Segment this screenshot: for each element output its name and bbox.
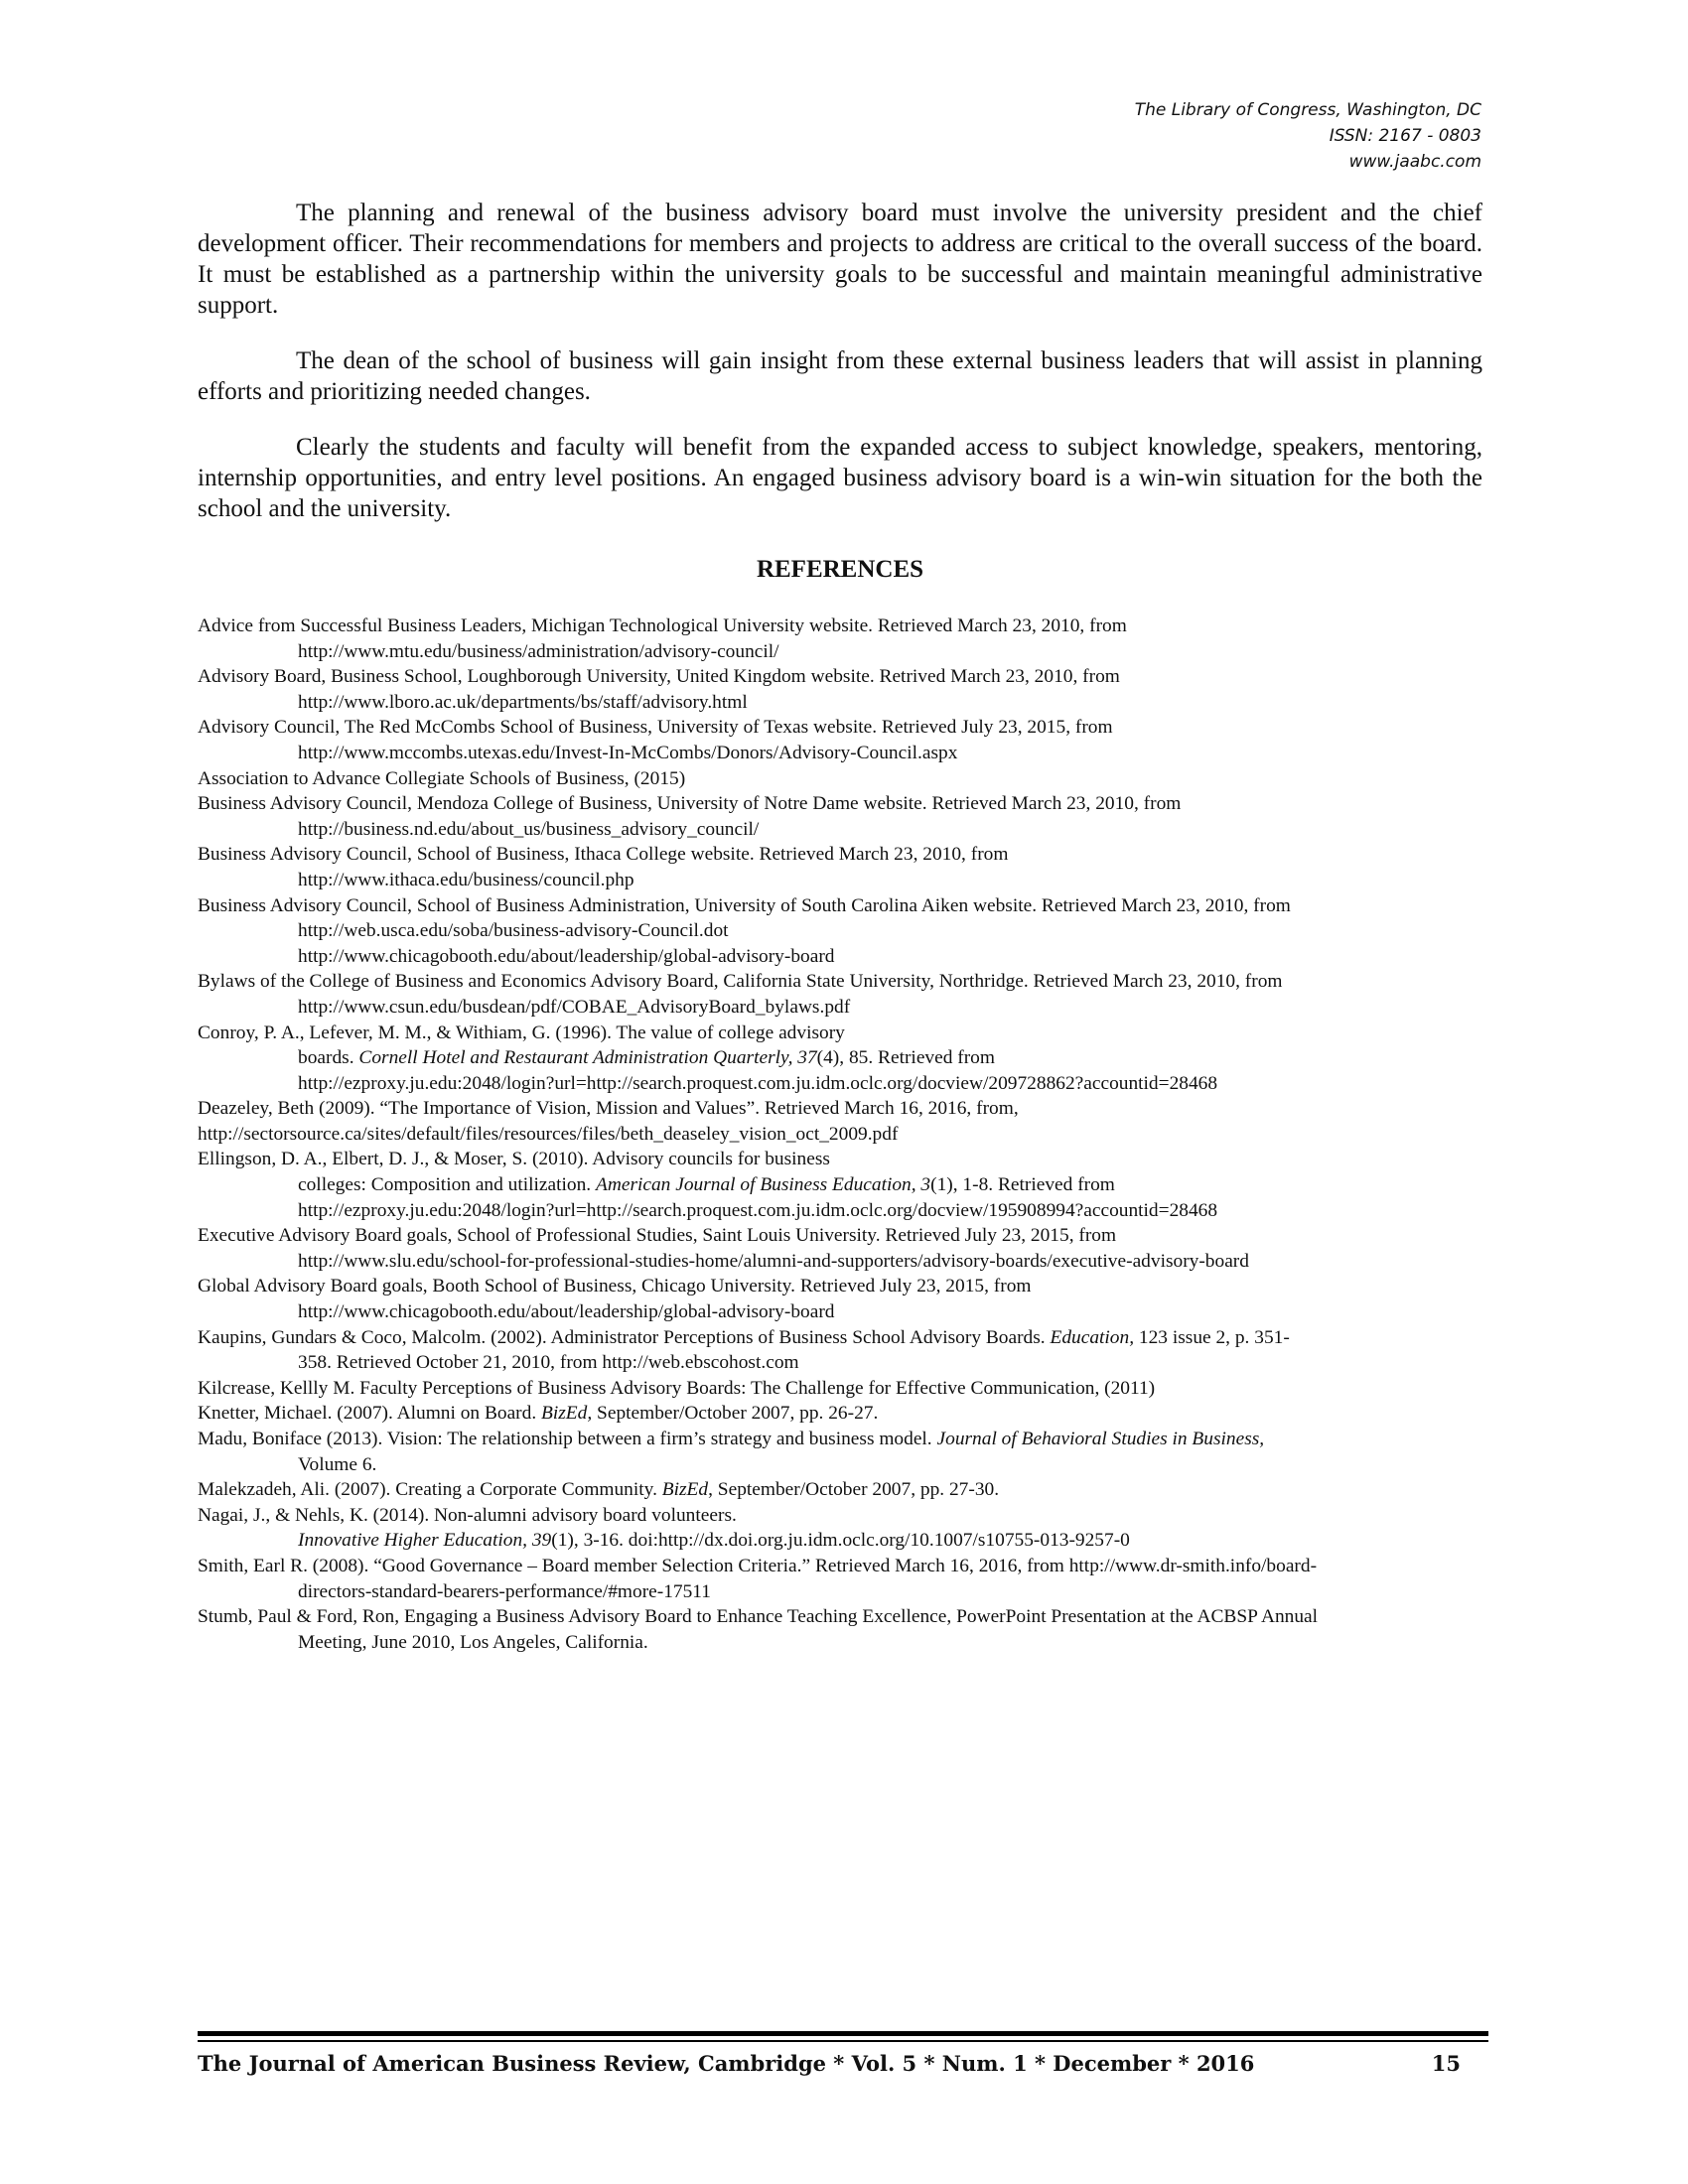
reference-item: Deazeley, Beth (2009). “The Importance of Vision, Mission and Values”. Retrieved March 16, 2016, from, http://sectorsource.ca/sites/default/files/resources/files/beth_deaseley_vision_oct_2009.pdf (198, 1096, 1488, 1147)
paragraph: The planning and renewal of the business advisory board must involve the university president and the chief development officer. Their recommendations for members and projects to address are critical to the overall success of the board. It must be established as a partnership within the university goals to be successful and maintain meaningful administrative support. (198, 200, 1482, 319)
reference-link[interactable]: http://web.usca.edu/soba/business-advisory-Council.dot (298, 920, 729, 942)
reference-link[interactable]: http://www.slu.edu/school-for-professional-studies-home/alumni-and-supporters/advisory-boards/executive-advisory-board (298, 1250, 1249, 1272)
reference-item: Conroy, P. A., Lefever, M. M., & Withiam, G. (1996). The value of college advisory boards. Cornell Hotel and Restaurant Administration Quarterly, 37(4), 85. Retrieved from http://ezproxy.ju.edu:2048/login?url=http://search.proquest.com.ju.idm.oclc.org/docview/209728862?accountid=28468 (198, 1021, 1488, 1097)
reference-link[interactable]: http://www.lboro.ac.uk/departments/bs/staff/advisory.html (298, 691, 748, 713)
reference-item: Malekzadeh, Ali. (2007). Creating a Corporate Community. BizEd, September/October 2007, pp. 27-30. (198, 1479, 1000, 1501)
reference-item: Madu, Boniface (2013). Vision: The relationship between a firm’s strategy and business model. Journal of Behavioral Studies in Business, Volume 6. (198, 1429, 1265, 1475)
journal-title: American Journal of Business Education, 3 (595, 1174, 931, 1196)
reference-item: Executive Advisory Board goals, School of Professional Studies, Saint Louis University. Retrieved July 23, 2015, from http://www.slu.edu/school-for-professional-studies-home/alumni-and-supporters/advisory-boards/executive-advisory-board (198, 1223, 1488, 1274)
reference-item: Business Advisory Council, School of Business Administration, University of South Carolina Aiken website. Retrieved March 23, 2010, from http://web.usca.edu/soba/business-advisory-Council.dot http://www.chicagobooth.edu/about/leadership/global-advisory-board (198, 893, 1488, 970)
reference-item: Business Advisory Council, Mendoza College of Business, University of Notre Dame website. Retrieved March 23, 2010, from http://business.nd.edu/about_us/business_advisory_council/ (198, 791, 1488, 842)
header-website: www.jaabc.com (1348, 152, 1481, 172)
references-list (198, 614, 1488, 1655)
journal-title: Innovative Higher Education, 39 (298, 1530, 552, 1552)
reference-link[interactable]: http://www.mccombs.utexas.edu/Invest-In-McCombs/Donors/Advisory-Council.aspx (298, 742, 958, 763)
reference-item: Kaupins, Gundars & Coco, Malcolm. (2002). Administrator Perceptions of Business School Advisory Boards. Education, 123 issue 2, p. 351- 358. Retrieved October 21, 2010, from http://web.ebscohost.com (198, 1326, 1290, 1374)
footer-rule-thick (198, 2031, 1488, 2036)
journal-title: BizEd (661, 1479, 709, 1501)
reference-item: Advice from Successful Business Leaders, Michigan Technological University website. Retrieved March 23, 2010, from http://www.mtu.edu/business/administration/advisory-council/ (198, 614, 1488, 664)
footer-rule-thin (198, 2040, 1488, 2042)
reference-link[interactable]: http://ezproxy.ju.edu:2048/login?url=http://search.proquest.com.ju.idm.oclc.org/docview/195908994?accountid=28468 (298, 1199, 1218, 1221)
reference-item: Advisory Council, The Red McCombs School of Business, University of Texas website. Retrieved July 23, 2015, from http://www.mccombs.utexas.edu/Invest-In-McCombs/Donors/Advisory-Council.aspx (198, 715, 1488, 765)
reference-link[interactable]: http://business.nd.edu/about_us/business_advisory_council/ (298, 818, 760, 840)
journal-title: Cornell Hotel and Restaurant Administration Quarterly, 37 (358, 1047, 817, 1069)
reference-link[interactable]: http://www.chicagobooth.edu/about/leadership/global-advisory-board (298, 945, 835, 967)
reference-item: Stumb, Paul & Ford, Ron, Engaging a Business Advisory Board to Enhance Teaching Excellence, PowerPoint Presentation at the ACBSP Annual Meeting, June 2010, Los Angeles, California. (198, 1606, 1319, 1653)
footer-journal-info: The Journal of American Business Review, Cambridge * Vol. 5 * Num. 1 * December * 2016 (198, 2051, 1255, 2076)
reference-link[interactable]: http://www.ithaca.edu/business/council.php (298, 869, 634, 890)
journal-header (886, 97, 1481, 175)
page-number: 15 (1431, 2051, 1461, 2076)
reference-item: Association to Advance Collegiate Schools of Business, (2015) (198, 767, 686, 789)
reference-item: Knetter, Michael. (2007). Alumni on Board. BizEd, September/October 2007, pp. 26-27. (198, 1403, 879, 1425)
reference-item: Smith, Earl R. (2008). “Good Governance – Board member Selection Criteria.” Retrieved March 16, 2016, from http://www.dr-smith.info/board- directors-standard-bearers-performance/#more-17511 (198, 1555, 1318, 1602)
reference-item: Ellingson, D. A., Elbert, D. J., & Moser, S. (2010). Advisory councils for business colleges: Composition and utilization. American Journal of Business Education, 3(1), 1-8. Retrieved from http://ezproxy.ju.edu:2048/login?url=http://search.proquest.com.ju.idm.oclc.org/docview/195908994?accountid=28468 (198, 1147, 1488, 1223)
journal-title: Journal of Behavioral Studies in Business, (936, 1429, 1265, 1449)
journal-title: Education, (1050, 1326, 1135, 1348)
paragraph: Clearly the students and faculty will benefit from the expanded access to subject knowledge, speakers, mentoring, internship opportunities, and entry level positions. An engaged business advisory board is a win-win situation for the both the school and the university. (198, 434, 1482, 522)
journal-title: BizEd, (541, 1403, 593, 1425)
reference-item: Kilcrease, Kellly M. Faculty Perceptions of Business Advisory Boards: The Challenge for Effective Communication, (2011) (198, 1377, 1156, 1399)
journal-footer (198, 2049, 1488, 2079)
reference-item: Nagai, J., & Nehls, K. (2014). Non-alumni advisory board volunteers. Innovative Higher Education, 39(1), 3-16. doi:http://dx.doi.org.ju.idm.oclc.org/10.1007/s10755-013-9257-0 (198, 1504, 1130, 1552)
reference-link[interactable]: http://www.csun.edu/busdean/pdf/COBAE_AdvisoryBoard_bylaws.pdf (298, 996, 851, 1018)
reference-link[interactable]: http://ezproxy.ju.edu:2048/login?url=http://search.proquest.com.ju.idm.oclc.org/docview/209728862?accountid=28468 (298, 1072, 1218, 1094)
reference-item: Advisory Board, Business School, Loughborough University, United Kingdom website. Retrived March 23, 2010, from http://www.lboro.ac.uk/departments/bs/staff/advisory.html (198, 664, 1488, 715)
header-library: The Library of Congress, Washington, DC (1134, 100, 1481, 120)
references-heading: REFERENCES (756, 556, 924, 583)
reference-link[interactable]: http://sectorsource.ca/sites/default/files/resources/files/beth_deaseley_vision_oct_2009.pdf (198, 1123, 899, 1145)
paragraph: The dean of the school of business will gain insight from these external business leaders that will assist in planning efforts and prioritizing needed changes. (198, 347, 1482, 405)
reference-item: Bylaws of the College of Business and Economics Advisory Board, California State University, Northridge. Retrieved March 23, 2010, from http://www.csun.edu/busdean/pdf/COBAE_AdvisoryBoard_bylaws.pdf (198, 969, 1488, 1020)
reference-item: Global Advisory Board goals, Booth School of Business, Chicago University. Retrieved July 23, 2015, from http://www.chicagobooth.edu/about/leadership/global-advisory-board (198, 1274, 1488, 1324)
body-text (198, 198, 1482, 549)
reference-item: Business Advisory Council, School of Business, Ithaca College website. Retrieved March 23, 2010, from http://www.ithaca.edu/business/council.php (198, 842, 1488, 892)
reference-link[interactable]: http://www.chicagobooth.edu/about/leadership/global-advisory-board (298, 1301, 835, 1323)
reference-link[interactable]: http://www.mtu.edu/business/administration/advisory-council/ (298, 640, 779, 662)
header-issn: ISSN: 2167 - 0803 (1329, 126, 1481, 146)
